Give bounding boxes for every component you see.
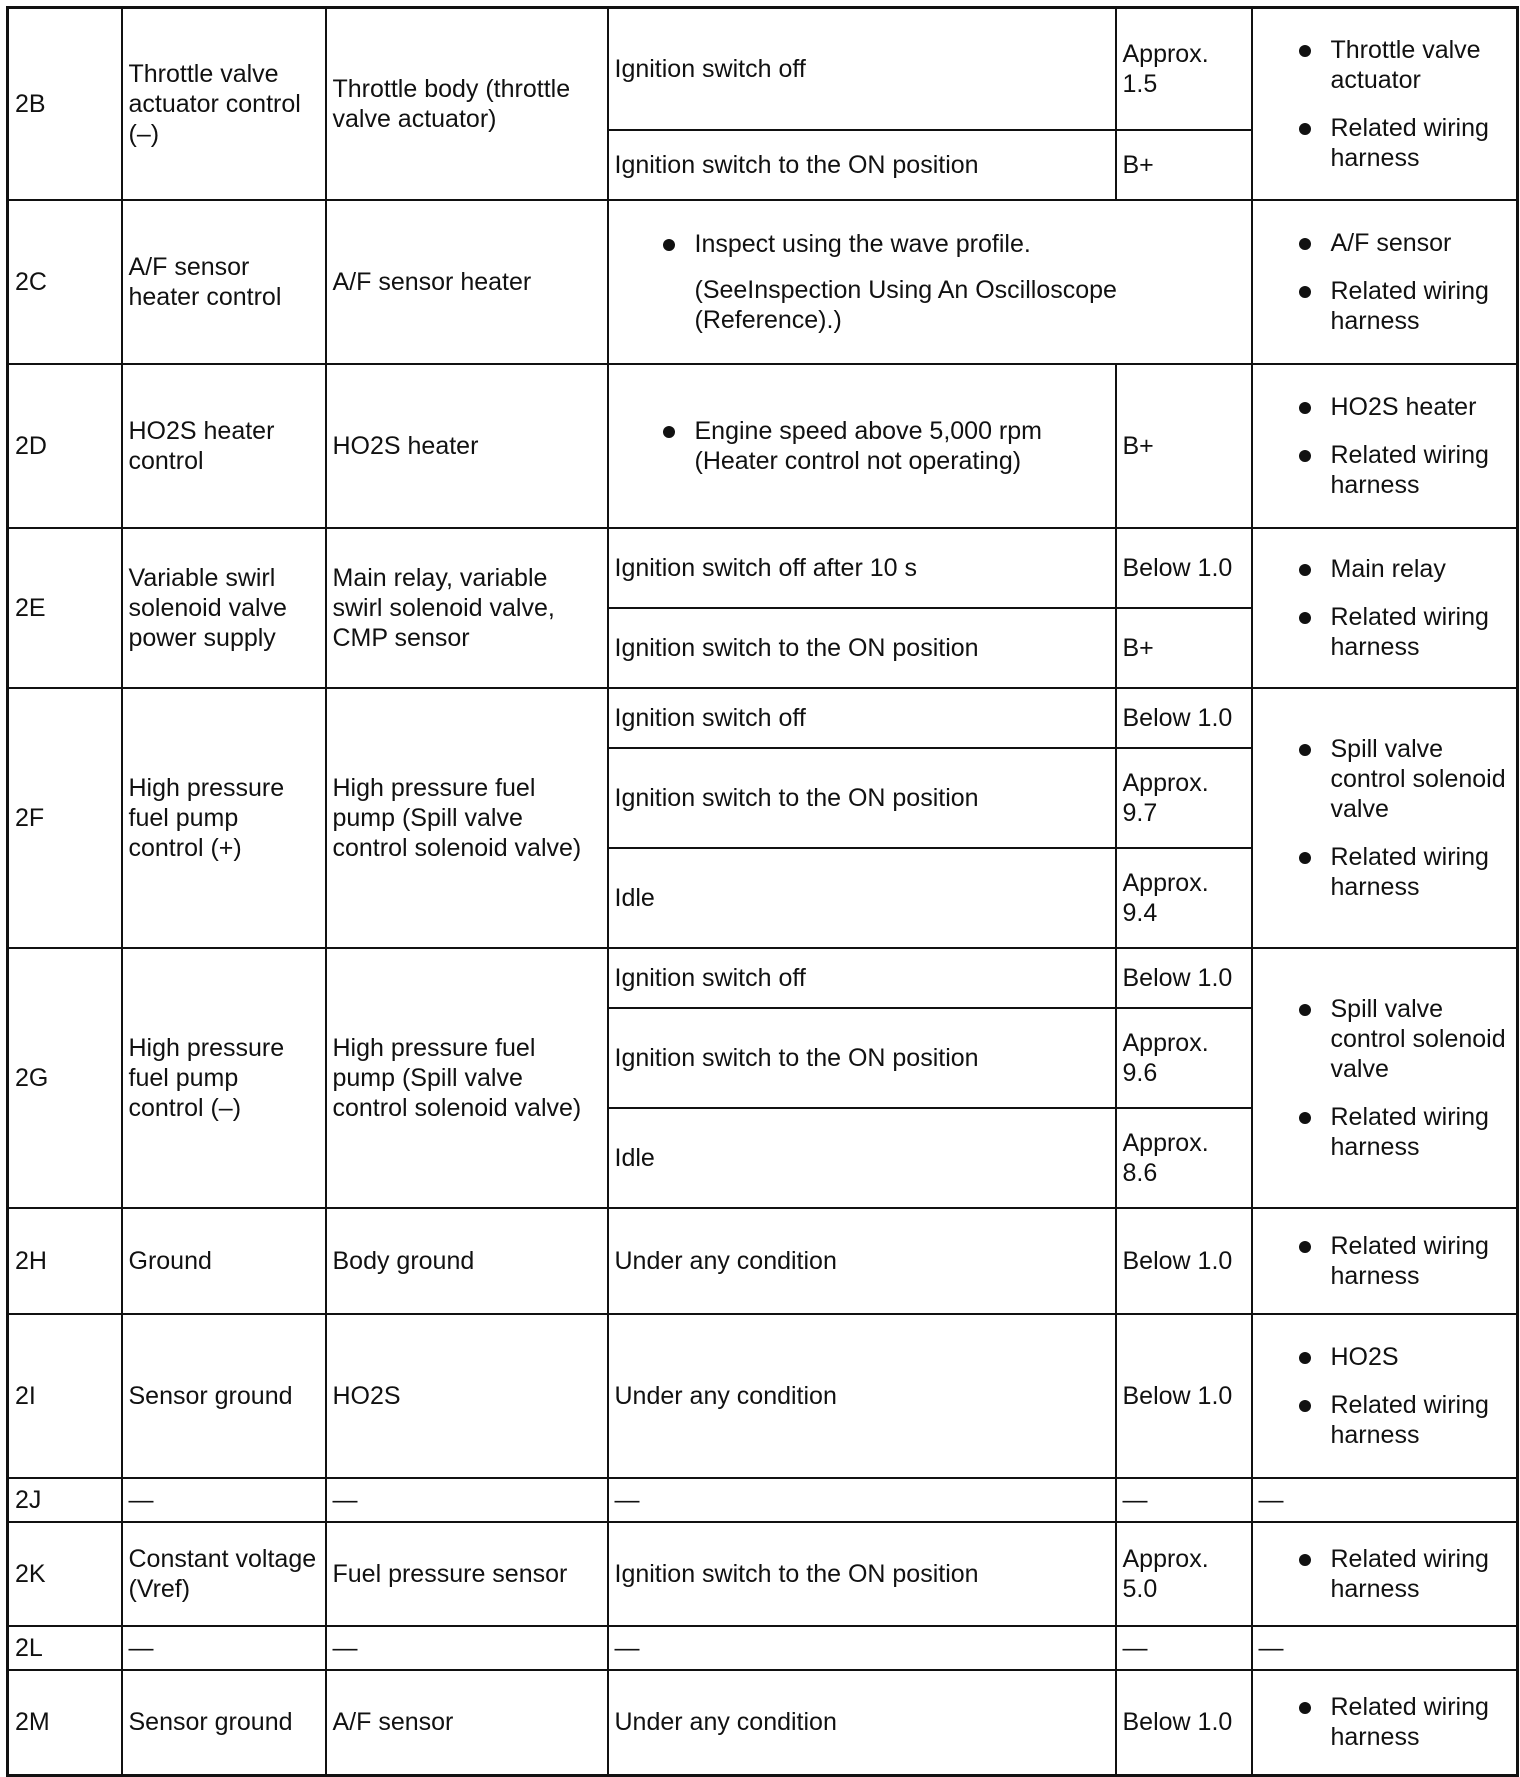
voltage-cell [1116,608,1252,688]
condition-text: Under any condition [614,1708,837,1737]
connected-to: A/F sensor heater [332,267,532,296]
possible-cause-item: Related wiring harness [1259,1102,1511,1162]
signal-name: High pressure fuel pump control (+) [128,773,285,862]
possible-cause-item: HO2S heater [1259,392,1511,422]
terminal-cell [8,200,122,364]
signal-name: Constant voltage (Vref) [128,1544,317,1603]
possible-cause-item: Spill valve control solenoid valve [1259,994,1511,1084]
possible-cause-cell [1252,1626,1518,1670]
possible-cause-item: Related wiring harness [1259,440,1511,500]
voltage-value: — [1122,1633,1148,1662]
voltage-cell [1116,688,1252,748]
connected-to-cell [326,528,608,688]
condition-text: Idle [614,883,655,912]
connected-to: Body ground [332,1246,475,1275]
condition-text: Under any condition [614,1246,837,1275]
voltage-value: Approx. 8.6 [1122,1128,1209,1187]
terminal-cell [8,1314,122,1478]
connected-to-cell [326,688,608,948]
possible-cause-item: Related wiring harness [1259,1231,1511,1291]
test-condition-cell [608,1670,1116,1776]
table-row [8,1208,1518,1314]
connected-to: — [332,1633,358,1662]
condition-text: Under any condition [614,1381,837,1410]
voltage-value: Approx. 1.5 [1122,39,1209,98]
test-condition-cell [608,1522,1116,1626]
signal-name: High pressure fuel pump control (–) [128,1033,285,1122]
terminal-id: 2D [15,431,47,460]
voltage-cell [1116,130,1252,200]
terminal-cell [8,1522,122,1626]
terminal-id: 2I [15,1381,36,1410]
condition-text: Ignition switch to the ON position [614,783,979,812]
signal-name-cell [122,1314,326,1478]
voltage-cell [1116,1314,1252,1478]
connected-to-cell [326,8,608,200]
condition-text: Idle [614,1143,655,1172]
voltage-cell [1116,364,1252,528]
connected-to: A/F sensor [332,1708,454,1737]
signal-name-cell [122,948,326,1208]
possible-cause-list [1259,734,1511,902]
connected-to-cell [326,1208,608,1314]
terminal-id: 2H [15,1246,47,1275]
connected-to: Fuel pressure sensor [332,1559,568,1588]
voltage-value: Below 1.0 [1122,1381,1233,1410]
connected-to: HO2S [332,1381,401,1410]
condition-text: Ignition switch to the ON position [614,150,979,179]
connected-to: High pressure fuel pump (Spill valve control solenoid valve) [332,773,582,862]
table-row [8,948,1518,1008]
connected-to: High pressure fuel pump (Spill valve control solenoid valve) [332,1033,582,1122]
possible-cause-item: Throttle valve actuator [1259,35,1511,95]
signal-name: — [128,1485,154,1514]
terminal-id: 2J [15,1485,42,1514]
possible-cause-cell [1252,1670,1518,1776]
voltage-value: B+ [1122,150,1154,179]
possible-cause-list [1259,228,1511,336]
possible-cause-item: Spill valve control solenoid valve [1259,734,1511,824]
terminal-cell [8,1478,122,1522]
table-row [8,1478,1518,1522]
condition-bullet [615,229,1245,259]
terminal-cell [8,688,122,948]
connected-to: Throttle body (throttle valve actuator) [332,74,571,133]
possible-cause-cell [1252,1208,1518,1314]
possible-cause-item: Main relay [1259,554,1511,584]
test-condition-cell [608,948,1116,1008]
possible-cause-cell [1252,200,1518,364]
signal-name-cell [122,688,326,948]
test-condition-cell [608,1626,1116,1670]
connected-to-cell [326,1314,608,1478]
possible-cause-list [1259,1342,1511,1450]
voltage-cell [1116,1478,1252,1522]
connected-to-cell [326,364,608,528]
condition-text: Ignition switch off [614,703,806,732]
voltage-cell [1116,748,1252,848]
terminal-id: 2F [15,803,45,832]
voltage-cell [1116,1008,1252,1108]
table-row [8,200,1518,364]
voltage-value: Approx. 5.0 [1122,1544,1209,1603]
connected-to-cell [326,1670,608,1776]
connected-to: — [332,1485,358,1514]
condition-text: Ignition switch off after 10 s [614,553,917,582]
table-row [8,1626,1518,1670]
voltage-value: Approx. 9.4 [1122,868,1209,927]
possible-cause-list [1259,1692,1511,1752]
voltage-value: Below 1.0 [1122,963,1233,992]
signal-name-cell [122,1626,326,1670]
signal-name-cell [122,528,326,688]
condition-text: — [614,1485,640,1514]
voltage-cell [1116,1208,1252,1314]
connected-to-cell [326,948,608,1208]
signal-name-cell [122,1478,326,1522]
signal-name: Sensor ground [128,1381,293,1410]
possible-cause-cell [1252,1478,1518,1522]
possible-cause-list [1259,994,1511,1162]
test-condition-cell [608,1008,1116,1108]
possible-cause-list [1259,1231,1511,1291]
test-condition-cell [608,200,1252,364]
signal-name-cell [122,1208,326,1314]
terminal-id: 2B [15,89,46,118]
voltage-cell [1116,1108,1252,1208]
possible-cause-cell [1252,1314,1518,1478]
possible-cause-list [1259,1544,1511,1604]
terminal-voltage-table [6,6,1519,1777]
connected-to-cell [326,1626,608,1670]
voltage-cell [1116,948,1252,1008]
terminal-cell [8,8,122,200]
condition-text: Ignition switch to the ON position [614,1559,979,1588]
possible-cause-item: Related wiring harness [1259,1544,1511,1604]
test-condition-cell [608,688,1116,748]
possible-cause-text: — [1258,1485,1284,1514]
terminal-id: 2M [15,1708,50,1737]
test-condition-cell [608,528,1116,608]
condition-text: Ignition switch to the ON position [614,1043,979,1072]
terminal-id: 2K [15,1559,46,1588]
test-condition-cell [608,1314,1116,1478]
voltage-cell [1116,8,1252,130]
possible-cause-item: Related wiring harness [1259,276,1511,336]
terminal-id: 2E [15,593,46,622]
signal-name: HO2S heater control [128,416,275,475]
possible-cause-item: Related wiring harness [1259,113,1511,173]
reference-note-text: (SeeInspection Using An Oscilloscope (Reference).) [694,275,1117,334]
test-condition-cell [608,748,1116,848]
terminal-id: 2C [15,267,47,296]
voltage-value: B+ [1122,633,1154,662]
signal-name-cell [122,364,326,528]
condition-text: Engine speed above 5,000 rpm (Heater control not operating) [694,416,1042,475]
test-condition-cell [608,848,1116,948]
possible-cause-cell [1252,528,1518,688]
possible-cause-text: — [1258,1633,1284,1662]
table-row [8,8,1518,130]
voltage-value: Below 1.0 [1122,553,1233,582]
terminal-cell [8,1670,122,1776]
possible-cause-item: Related wiring harness [1259,1692,1511,1752]
voltage-cell [1116,1670,1252,1776]
connected-to-cell [326,1522,608,1626]
reference-note [615,275,1245,335]
table-row [8,1522,1518,1626]
possible-cause-cell [1252,1522,1518,1626]
signal-name-cell [122,1670,326,1776]
possible-cause-item: Related wiring harness [1259,842,1511,902]
voltage-cell [1116,1626,1252,1670]
table-row [8,1670,1518,1776]
condition-text: Ignition switch to the ON position [614,633,979,662]
possible-cause-item: A/F sensor [1259,228,1511,258]
terminal-cell [8,1208,122,1314]
possible-cause-item: Related wiring harness [1259,1390,1511,1450]
terminal-cell [8,948,122,1208]
terminal-id: 2G [15,1063,49,1092]
possible-cause-list [1259,35,1511,173]
terminal-id: 2L [15,1633,43,1662]
voltage-cell [1116,528,1252,608]
voltage-value: B+ [1122,431,1154,460]
signal-name: A/F sensor heater control [128,252,282,311]
signal-name: Sensor ground [128,1708,293,1737]
connected-to: Main relay, variable swirl solenoid valve, CMP sensor [332,563,555,652]
possible-cause-list [1259,554,1511,662]
possible-cause-item: HO2S [1259,1342,1511,1372]
signal-name-cell [122,1522,326,1626]
condition-text: Ignition switch off [614,963,806,992]
table-row [8,1314,1518,1478]
possible-cause-cell [1252,948,1518,1208]
voltage-value: Approx. 9.7 [1122,768,1209,827]
condition-text: — [614,1633,640,1662]
voltage-cell [1116,848,1252,948]
possible-cause-list [1259,392,1511,500]
condition-text: Inspect using the wave profile. [694,229,1031,258]
signal-name: Variable swirl solenoid valve power supply [128,563,287,652]
possible-cause-item: Related wiring harness [1259,602,1511,662]
test-condition-cell [608,130,1116,200]
connected-to: HO2S heater [332,431,479,460]
test-condition-cell [608,1108,1116,1208]
table-row [8,364,1518,528]
signal-name: Ground [128,1246,212,1275]
table-body [8,8,1518,1776]
signal-name-cell [122,8,326,200]
connected-to-cell [326,200,608,364]
test-condition-cell [608,1208,1116,1314]
terminal-cell [8,528,122,688]
condition-text: Ignition switch off [614,54,806,83]
signal-name-cell [122,200,326,364]
test-condition-cell [608,1478,1116,1522]
test-condition-cell [608,364,1116,528]
terminal-cell [8,1626,122,1670]
voltage-cell [1116,1522,1252,1626]
connected-to-cell [326,1478,608,1522]
table-row [8,688,1518,748]
table-row [8,528,1518,608]
terminal-cell [8,364,122,528]
test-condition-cell [608,8,1116,130]
voltage-value: Below 1.0 [1122,1708,1233,1737]
signal-name: — [128,1633,154,1662]
possible-cause-cell [1252,8,1518,200]
voltage-value: Below 1.0 [1122,703,1233,732]
voltage-value: — [1122,1485,1148,1514]
signal-name: Throttle valve actuator control (–) [128,59,301,148]
possible-cause-cell [1252,364,1518,528]
test-condition-cell [608,608,1116,688]
voltage-value: Approx. 9.6 [1122,1028,1209,1087]
condition-bullet [615,416,1109,476]
voltage-value: Below 1.0 [1122,1246,1233,1275]
possible-cause-cell [1252,688,1518,948]
